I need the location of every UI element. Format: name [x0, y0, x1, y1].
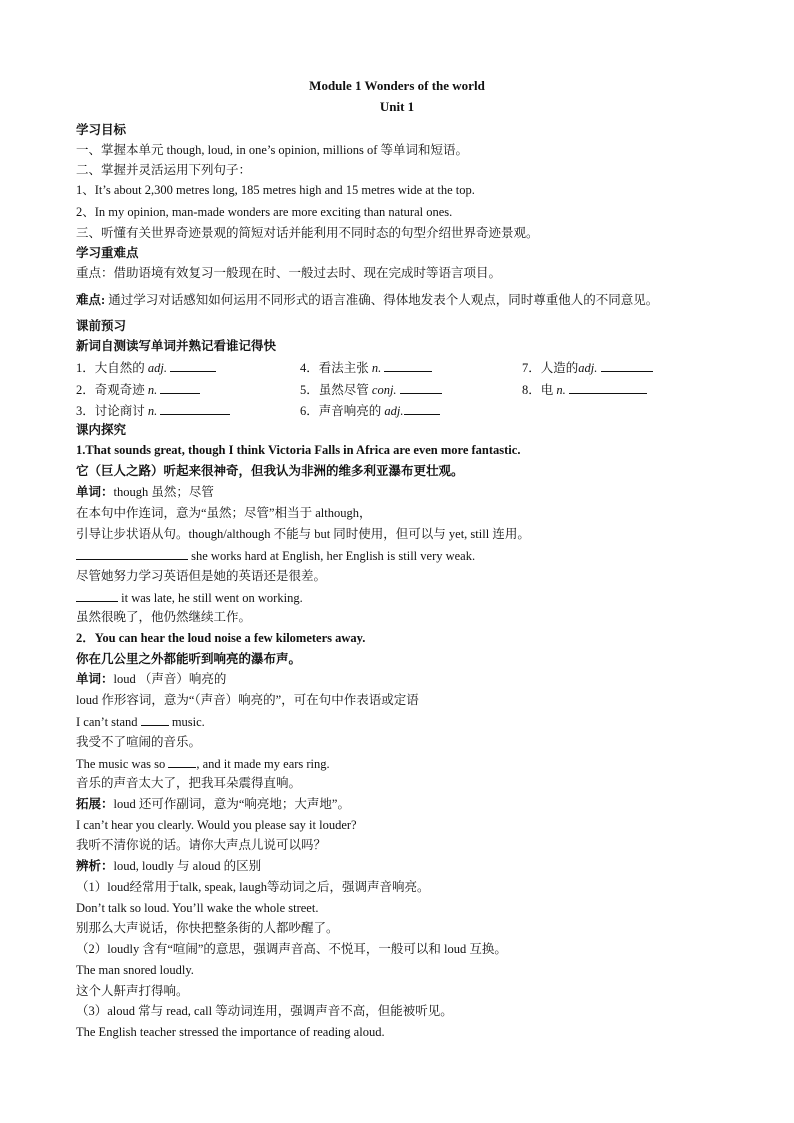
distinction-text: loud, loudly 与 aloud 的区别 — [113, 859, 262, 873]
vocab-number: 1． — [76, 361, 95, 375]
focus-line — [76, 265, 501, 282]
vocab-pos: adj. — [384, 404, 404, 418]
vocab-number: 5． — [300, 383, 319, 397]
vocab-number: 3． — [76, 404, 95, 418]
vocab-item-4 — [300, 359, 432, 377]
extension-text: loud 还可作副词，意为“响亮地；大声地”。 — [113, 797, 350, 811]
example-text: The music was so — [76, 757, 169, 771]
unit-title: Unit 1 — [379, 99, 415, 114]
distinction-2-chinese: 这个人鼾声打得响。 — [76, 984, 189, 998]
word-2-label: 单词： — [76, 672, 114, 686]
preview-instruction: 新词自测读写单词并熟记看谁记得快 — [76, 339, 277, 353]
distinction-2: （2）loudly 含有“喧闹”的意思，强调声音高、不悦耳，一般可以和 loud 互换。 — [76, 942, 507, 956]
sentence-1-english: 1.That sounds great, though I think Victoria Falls in Africa are even more fantastic. — [76, 443, 521, 457]
sentence-2-chinese: 你在几公里之外都能听到响亮的瀑布声。 — [76, 652, 302, 666]
vocab-answer-blank[interactable] — [160, 381, 200, 394]
vocab-pos: conj. — [371, 383, 397, 397]
vocab-number: 4． — [300, 361, 319, 375]
vocab-item-2 — [76, 381, 200, 399]
vocab-answer-blank[interactable] — [400, 381, 442, 394]
difficulty-label: 难点: — [76, 293, 106, 307]
fill-blank[interactable] — [76, 547, 188, 560]
example-3-english — [76, 713, 205, 731]
vocab-pos: adj. — [147, 361, 168, 375]
example-text: music. — [168, 715, 205, 729]
vocab-item-3 — [76, 402, 230, 420]
example-2-chinese: 虽然很晚了，他仍然继续工作。 — [76, 610, 252, 624]
objective-item-2: 二、掌握并灵活运用下列句子： — [76, 163, 252, 177]
key-points-heading: 学习重难点 — [76, 246, 139, 260]
example-2-english — [76, 589, 303, 607]
note-2: loud 作形容词，意为“（声音）响亮的”，可在句中作表语或定语 — [76, 693, 419, 707]
vocab-item-8 — [522, 381, 647, 399]
vocab-item-6 — [300, 402, 440, 420]
distinction-line — [76, 858, 261, 875]
example-5-chinese: 我听不清你说的话。请你大声点儿说可以吗？ — [76, 838, 327, 852]
vocab-pos: n. — [147, 383, 158, 397]
vocab-pos: n. — [147, 404, 158, 418]
vocab-chinese: 虽然尽管 — [318, 383, 369, 397]
example-1-chinese: 尽管她努力学习英语但是她的英语还是很差。 — [76, 569, 327, 583]
module-title: Module 1 Wonders of the world — [309, 78, 485, 93]
sentence-2-english: 2．You can hear the loud noise a few kilometers away. — [76, 631, 366, 645]
difficulty-line — [76, 292, 658, 309]
vocab-item-1 — [76, 359, 216, 377]
vocab-answer-blank[interactable] — [170, 359, 216, 372]
objective-sentence-2: 2、In my opinion, man-made wonders are more exciting than natural ones. — [76, 205, 453, 219]
example-1-english — [76, 547, 475, 565]
vocab-number: 2． — [76, 383, 95, 397]
vocab-item-7 — [522, 359, 653, 377]
vocab-answer-blank[interactable] — [160, 402, 230, 415]
vocab-item-5 — [300, 381, 442, 399]
fill-blank[interactable] — [141, 713, 169, 726]
distinction-2-english: The man snored loudly. — [76, 963, 194, 977]
note-1b: 引导让步状语从句。though/although 不能与 but 同时使用，但可以与 yet, still 连用。 — [76, 527, 530, 541]
vocab-chinese: 电 — [540, 383, 554, 397]
objective-sentence-1: 1、It’s about 2,300 metres long, 185 metres high and 15 metres wide at the top. — [76, 183, 475, 197]
distinction-1: （1）loud经常用于talk, speak, laugh等动词之后，强调声音响亮。 — [76, 880, 430, 894]
word-1-text: though 虽然；尽管 — [113, 485, 214, 499]
preview-heading: 课前预习 — [76, 319, 127, 333]
fill-blank[interactable] — [168, 755, 196, 768]
vocab-answer-blank[interactable] — [384, 359, 432, 372]
extension-line — [76, 796, 350, 813]
vocab-chinese: 奇观奇迹 — [94, 383, 145, 397]
vocab-number: 7． — [522, 361, 541, 375]
example-text: she works hard at English, her English is still very weak. — [188, 549, 476, 563]
example-4-chinese: 音乐的声音太大了，把我耳朵震得直响。 — [76, 776, 302, 790]
vocab-pos: adj. — [578, 361, 598, 375]
example-text: I can’t stand — [76, 715, 141, 729]
example-text: , and it made my ears ring. — [196, 757, 330, 771]
vocab-chinese: 人造的 — [540, 361, 579, 375]
vocab-chinese: 讨论商讨 — [94, 404, 145, 418]
objectives-heading: 学习目标 — [76, 123, 127, 137]
example-4-english — [76, 755, 330, 773]
vocab-number: 6． — [300, 404, 319, 418]
distinction-label: 辨析： — [76, 859, 114, 873]
explore-heading: 课内探究 — [76, 423, 127, 437]
objective-item-1: 一、掌握本单元 though, loud, in one’s opinion, millions of 等单词和短语。 — [76, 143, 469, 157]
example-5-english: I can’t hear you clearly. Would you please say it louder? — [76, 818, 357, 832]
fill-blank[interactable] — [76, 589, 118, 602]
vocab-pos: n. — [371, 361, 382, 375]
distinction-3: （3）aloud 常与 read, call 等动词连用，强调声音不高，但能被听见。 — [76, 1004, 453, 1018]
vocab-chinese: 大自然的 — [94, 361, 145, 375]
sentence-1-chinese: 它（巨人之路）听起来很神奇，但我认为非洲的维多利亚瀑布更壮观。 — [76, 464, 464, 478]
vocab-answer-blank[interactable] — [601, 359, 653, 372]
vocab-number: 8． — [522, 383, 541, 397]
vocab-chinese: 声音响亮的 — [318, 404, 382, 418]
word-2-line — [76, 671, 226, 688]
focus-text: 借助语境有效复习一般现在时、一般过去时、现在完成时等语言项目。 — [113, 266, 502, 280]
example-3-chinese: 我受不了喧闹的音乐。 — [76, 735, 202, 749]
vocab-answer-blank[interactable] — [569, 381, 647, 394]
extension-label: 拓展： — [76, 797, 114, 811]
vocab-pos: n. — [556, 383, 566, 397]
distinction-3-english: The English teacher stressed the importance of reading aloud. — [76, 1025, 385, 1039]
word-1-line — [76, 484, 214, 501]
distinction-1-english: Don’t talk so loud. You’ll wake the whole street. — [76, 901, 319, 915]
vocab-chinese: 看法主张 — [318, 361, 369, 375]
word-2-text: loud （声音）响亮的 — [113, 672, 227, 686]
note-1a: 在本句中作连词，意为“虽然；尽管”相当于 although， — [76, 506, 372, 520]
distinction-1-chinese: 别那么大声说话，你快把整条街的人都吵醒了。 — [76, 921, 339, 935]
difficulty-text: 通过学习对话感知如何运用不同形式的语言准确、得体地发表个人观点，同时尊重他人的不同意见。 — [105, 293, 659, 307]
objective-item-3: 三、听懂有关世界奇迹景观的简短对话并能利用不同时态的句型介绍世界奇迹景观。 — [76, 226, 539, 240]
focus-label: 重点： — [76, 266, 114, 280]
vocab-answer-blank[interactable] — [404, 402, 440, 415]
example-text: it was late, he still went on working. — [118, 591, 303, 605]
word-1-label: 单词： — [76, 485, 114, 499]
